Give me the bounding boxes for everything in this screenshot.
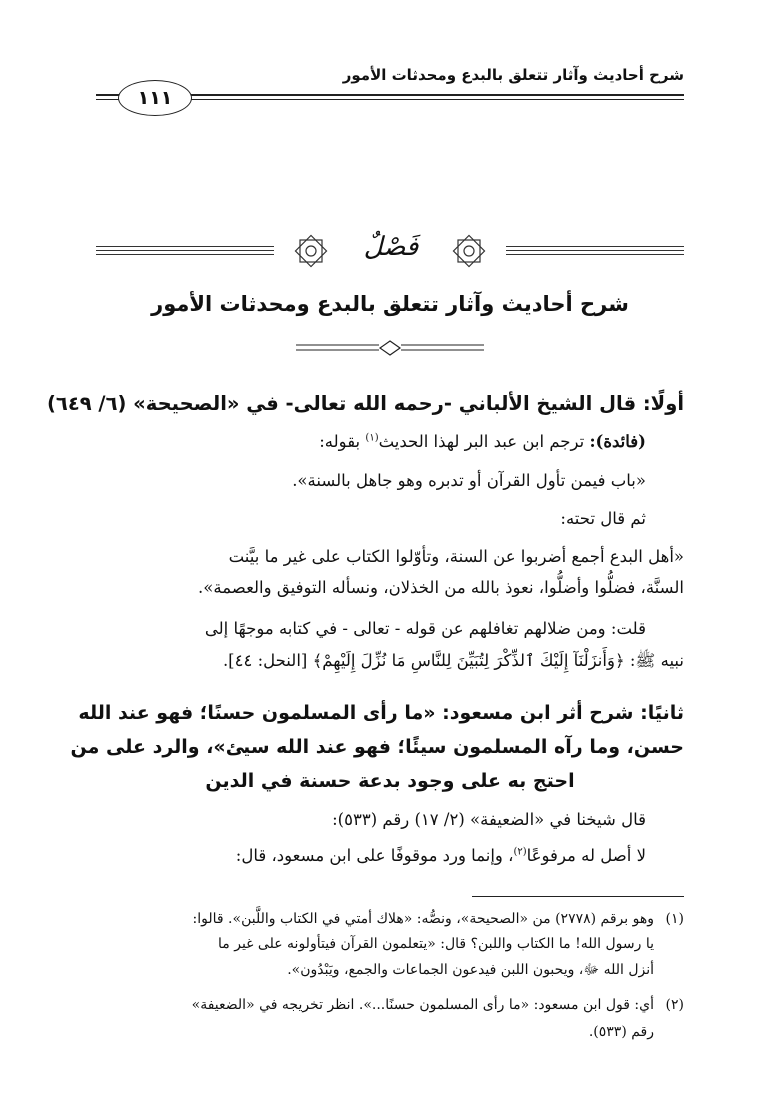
fawaid-tail: بقوله: <box>319 432 361 451</box>
page-number: ١١١ <box>118 80 192 116</box>
heading-first: أولًا: قال الشيخ الألباني -رحمه الله تعالى- في «الصحيحة» (٦/ ٦٤٩) <box>47 392 684 415</box>
comment-line: قلت: ومن ضلالهم تغافلهم عن قوله - تعالى - في كتابه موجهًا إلى <box>204 619 646 638</box>
heading-second-line: ثانيًا: شرح أثر ابن مسعود: «ما رأى المسلمون حسنًا؛ فهو عند الله <box>78 702 684 724</box>
running-header-title: شرح أحاديث وآثار تتعلق بالبدع ومحدثات الأمور <box>342 66 684 84</box>
banner-label: فَصْلٌ <box>363 232 419 262</box>
diamond-divider-icon <box>296 340 484 356</box>
footnote-number: (١) <box>665 911 684 927</box>
banner-rule <box>96 254 274 255</box>
banner-rule <box>506 246 684 247</box>
comment-line: نبيه ﷺ: ﴿وَأَنزَلْنَآ إِلَيْكَ ٱلذِّكْرَ لِتُبَيِّنَ لِلنَّاسِ مَا نُزِّلَ إِلَيْهِمْ﴾ [النحل: ٤٤]. <box>222 651 684 670</box>
paragraph-then: ثم قال تحته: <box>560 509 646 528</box>
banner-rule <box>96 246 274 247</box>
quote-line: السنَّة، فضلُّوا وأضلُّوا، نعوذ بالله من الخذلان، ونسأله التوفيق والعصمة». <box>198 578 684 597</box>
fawaid-text: ترجم ابن عبد البر لهذا الحديث <box>378 432 585 451</box>
paragraph-shaykh: قال شيخنا في «الضعيفة» (٢/ ١٧) رقم (٥٣٣): <box>332 810 646 829</box>
footnote-text: أي: قول ابن مسعود: «ما رأى المسلمون حسنًا...». انظر تخريجه في «الضعيفة» <box>191 997 654 1013</box>
heading-second-line: حسن، وما رآه المسلمون سيئًا؛ فهو عند الله سيئ»، والرد على من <box>70 736 684 758</box>
footnote-2 <box>96 997 684 1013</box>
banner-rule <box>96 250 274 251</box>
ornament-icon <box>292 232 330 270</box>
footnote-line: يا رسول الله! ما الكتاب واللبن؟ قال: «يتعلمون القرآن فيتأولونه على غير ما <box>218 936 654 952</box>
section-banner <box>96 228 684 274</box>
marfu-text: لا أصل له مرفوعًا <box>526 846 646 865</box>
footnote-line: رقم (٥٣٣). <box>588 1024 654 1040</box>
footnote-line: أنزل الله ﷻ، ويحبون اللبن فيدعون الجماعات والجمع، ويَبْدُون». <box>287 962 654 978</box>
paragraph-bab: «باب فيمن تأول القرآن أو تدبره وهو جاهل بالسنة». <box>292 471 646 490</box>
section-title: شرح أحاديث وآثار تتعلق بالبدع ومحدثات الأمور <box>151 292 629 316</box>
paragraph-fawaid <box>96 432 684 451</box>
footnote-1 <box>96 911 684 927</box>
banner-rule <box>506 254 684 255</box>
fawaid-label: (فائدة): <box>589 432 646 451</box>
ornament-icon <box>450 232 488 270</box>
quote-line: «أهل البدع أجمع أضربوا عن السنة، وتأوّلوا الكتاب على غير ما بيَّنت <box>228 547 684 566</box>
footnote-number: (٢) <box>665 997 684 1013</box>
paragraph-marfu <box>96 846 684 865</box>
banner-rule <box>506 250 684 251</box>
footnote-text: وهو برقم (٢٧٧٨) من «الصحيحة»، ونصُّه: «هلاك أمتي في الكتاب واللَّبن». قالوا: <box>192 911 654 927</box>
footnote-ref-2[interactable]: (٢) <box>513 846 527 858</box>
footnote-rule <box>472 896 684 897</box>
footnote-ref-1[interactable]: (١) <box>365 432 379 444</box>
marfu-tail: ، وإنما ورد موقوفًا على ابن مسعود، قال: <box>235 846 514 865</box>
heading-second-line: احتج به على وجود بدعة حسنة في الدين <box>205 770 575 792</box>
